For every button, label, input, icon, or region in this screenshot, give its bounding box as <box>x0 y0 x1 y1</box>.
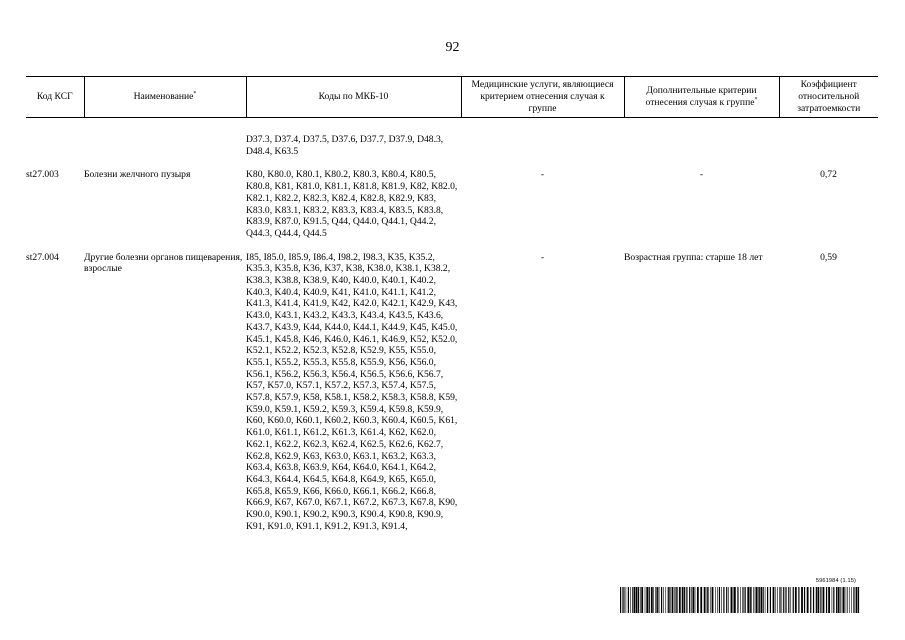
table-header-row <box>26 77 878 118</box>
ksg-table <box>26 76 878 533</box>
barcode <box>620 578 860 614</box>
name-cell: Болезни желчного пузыря <box>84 169 191 181</box>
coefficient-cell: 0,72 <box>820 169 837 181</box>
page-number: 92 <box>445 40 460 55</box>
services-cell: - <box>540 169 545 181</box>
table-row <box>26 169 878 239</box>
header-medical-services: Медицинские услуги, являющиеся критерием отнесения случая к группе <box>461 77 624 118</box>
name-cell: Другие болезни органов пищеварения, взрослые <box>84 251 243 275</box>
coefficient-cell: 0,59 <box>820 251 837 263</box>
header-additional-criteria: Дополнительные критерии отнесения случая к группе* <box>624 77 779 118</box>
header-coefficient: Коэффициент относительной затратоемкости <box>779 77 878 118</box>
barcode-bars <box>620 587 860 613</box>
mkb-codes-cell: I85, I85.0, I85.9, I86.4, I98.2, I98.3, K35, K35.2, K35.3, K35.8, K36, K37, K38, K38.0, K38.1, K38.2, K38.3, K38.8, K38.9, K40, K40.0, K40.1, K40.2, K40.3, K40.4, K40.9, K41, K41.0, K41.1, K41.2, K41.3, K41.4, K41.9, K42, K42.0, K42.1, K42.9, K43, K43.0, K43.1, K43.2, K43.3, K43.4, K43.5, K43.6, K43.7, K43.9, K44, K44.0, K44.1, K44.9, K45, K45.0, K45.1, K45.8, K46, K46.0, K46.1, K46.9, K52, K52.0, K52.1, K52.2, K52.3, K52.8, K52.9, K55, K55.0, K55.1, K55.2, K55.3, K55.8, K55.9, K56, K56.0, K56.1, K56.2, K56.3, K56.4, K56.5, K56.6, K56.7, K57, K57.0, K57.1, K57.2, K57.3, K57.4, K57.5, K57.8, K57.9, K58, K58.1, K58.2, K58.3, K58.8, K59, K59.0, K59.1, K59.2, K59.3, K59.4, K59.8, K59.9, K60, K60.0, K60.1, K60.2, K60.3, K60.4, K60.5, K61, K61.0, K61.1, K61.2, K61.3, K61.4, K62, K62.0, K62.1, K62.2, K62.3, K62.4, K62.5, K62.6, K62.7, K62.8, K62.9, K63, K63.0, K63.1, K63.2, K63.3, K63.4, K63.8, K63.9, K64, K64.0, K64.1, K64.2, K64.3, K64.4, K64.5, K64.8, K64.9, K65, K65.0, K65.8, K65.9, K66, K66.0, K66.1, K66.2, K66.8, K66.9, K67, K67.0, K67.1, K67.2, K67.3, K67.8, K90, K90.0, K90.1, K90.2, K90.3, K90.4, K90.8, K90.9, K91, K91.0, K91.1, K91.2, K91.3, K91.4, <box>246 251 458 532</box>
ksg-code-cell: st27.003 <box>26 169 59 181</box>
header-name: Наименование* <box>84 77 246 118</box>
services-cell: - <box>540 251 545 263</box>
mkb-codes-cell: K80, K80.0, K80.1, K80.2, K80.3, K80.4, K80.5, K80.8, K81, K81.0, K81.1, K81.8, K81.9, K82, K82.0, K82.1, K82.2, K82.3, K82.4, K82.8, K82.9, K83, K83.0, K83.1, K83.2, K83.3, K83.4, K83.5, K83.8, K83.9, K87.0, K91.5, Q44, Q44.0, Q44.1, Q44.2, Q44.3, Q44.4, Q44.5 <box>246 169 458 239</box>
table-row-continuation <box>26 134 878 157</box>
header-ksg-code: Код КСГ <box>26 77 84 118</box>
criteria-cell: Возрастная группа: старше 18 лет <box>624 251 763 263</box>
barcode-number: 5961984 (1.15) <box>815 578 856 584</box>
criteria-cell: - <box>699 169 704 181</box>
ksg-code-cell: st27.004 <box>26 251 59 263</box>
header-mkb-codes: Коды по МКБ-10 <box>246 77 461 118</box>
mkb-codes-cell: D37.3, D37.4, D37.5, D37.6, D37.7, D37.9, D48.3, D48.4, K63.5 <box>246 134 444 157</box>
table-row <box>26 252 878 533</box>
